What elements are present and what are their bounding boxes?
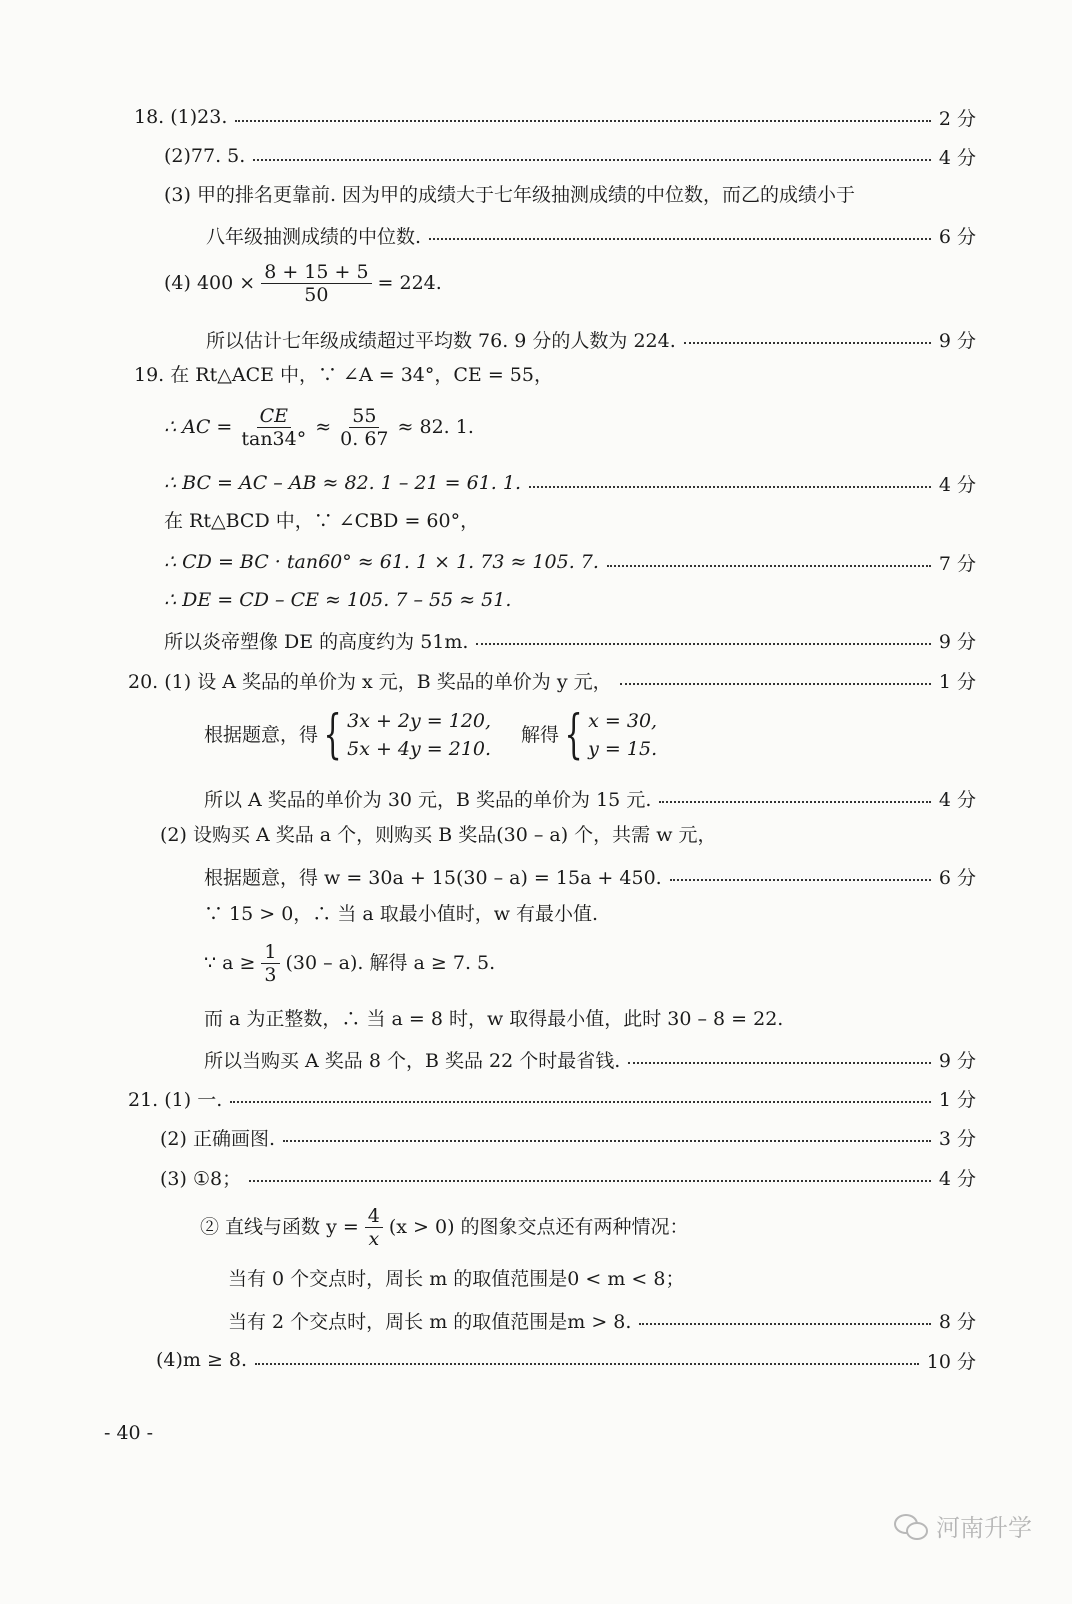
- q20-solve-label: 解得: [521, 724, 560, 746]
- fraction: [337, 405, 391, 450]
- leader-dots: [249, 1180, 931, 1182]
- q20-part2-line5: 而 a 为正整数，∴ 当 a = 8 时，w 取得最小值，此时 30 – 8 = 22.: [204, 1008, 784, 1030]
- q19-de-line: ∴ DE = CD – CE ≈ 105. 7 – 55 ≈ 51.: [164, 589, 512, 611]
- q18-part3-score: 6 分: [938, 225, 976, 248]
- q20-part2-score-final: 9 分: [938, 1049, 976, 1072]
- leader-dots: [255, 1363, 919, 1365]
- leader-dots: [476, 643, 930, 645]
- q19-conclusion-row: [164, 627, 976, 653]
- denominator: 50: [304, 283, 329, 306]
- q20-part1-conclusion-row: [204, 785, 976, 811]
- leader-dots: [620, 683, 931, 685]
- q21-part2-row: [160, 1124, 976, 1150]
- q20-system-line: [204, 704, 657, 766]
- leader-dots: [235, 120, 930, 122]
- leader-dots: [684, 342, 931, 344]
- leader-dots: [230, 1101, 931, 1103]
- q20-system-prefix: 根据题意，得: [204, 724, 319, 746]
- leader-dots: [659, 801, 931, 803]
- q18-part3-row: [206, 222, 976, 248]
- leader-dots: [639, 1323, 930, 1325]
- denominator: x: [368, 1227, 380, 1250]
- q21-case2-text: 当有 2 个交点时，周长 m 的取值范围是m > 8.: [228, 1310, 632, 1333]
- q20-part1-text: 20. (1) 设 A 奖品的单价为 x 元，B 奖品的单价为 y 元，: [128, 670, 612, 693]
- q21-part2-text: (2) 正确画图.: [160, 1127, 275, 1150]
- q20-part2-conclusion-row: [204, 1046, 976, 1072]
- q19-cd-text: ∴ CD = BC · tan60° ≈ 61. 1 × 1. 73 ≈ 105. 7.: [164, 551, 599, 573]
- equation-system: [318, 707, 491, 763]
- numerator: 8 + 15 + 5: [261, 261, 371, 284]
- watermark: [894, 1508, 1032, 1543]
- denominator: 3: [264, 963, 277, 986]
- q18-part4-formula: [164, 258, 442, 308]
- denominator: tan34°: [241, 427, 307, 450]
- q21-case2-score: 8 分: [938, 1310, 976, 1333]
- q19-conclusion-score: 9 分: [938, 630, 976, 653]
- q18-part2-text: (2)77. 5.: [164, 145, 246, 167]
- leader-dots: [670, 879, 931, 881]
- approx-sign: ≈: [315, 416, 332, 438]
- q21-case2-row: [228, 1307, 976, 1333]
- fraction: [365, 1205, 383, 1250]
- q20-part1-score: 1 分: [938, 670, 976, 693]
- q19-cd-score: 7 分: [938, 552, 976, 575]
- q21-part3-score: 4 分: [938, 1167, 976, 1190]
- q21-function-prefix: ② 直线与函数 y =: [200, 1216, 359, 1238]
- q20-part2-row: [204, 863, 976, 889]
- q19-ac-prefix: ∴ AC =: [164, 416, 233, 438]
- q20-part1-conclusion-score: 4 分: [938, 788, 976, 811]
- q18-part2-row: [164, 143, 976, 169]
- q19-cd-row: [164, 549, 976, 575]
- q20-ineq-result: (30 – a). 解得 a ≥ 7. 5.: [285, 952, 496, 974]
- q19-formula-ac: [164, 402, 474, 452]
- equation-2: 5x + 4y = 210.: [347, 738, 492, 760]
- q19-line1: 19. 在 Rt△ACE 中，∵ ∠A = 34°，CE = 55，: [134, 364, 553, 386]
- q18-part1-text: 18. (1)23.: [134, 106, 228, 128]
- fraction: [261, 261, 371, 306]
- numerator: 55: [349, 405, 379, 428]
- q19-ac-result: ≈ 82. 1.: [397, 416, 474, 438]
- q18-part4-row: [206, 326, 976, 352]
- q21-function-suffix: (x > 0) 的图象交点还有两种情况：: [388, 1216, 689, 1238]
- q21-function-line: [200, 1202, 689, 1252]
- q21-part1-text: 21. (1) 一.: [128, 1088, 223, 1111]
- q18-part3-text: 八年级抽测成绩的中位数.: [206, 225, 422, 248]
- q20-part1-row: [128, 667, 976, 693]
- brace-icon: {: [323, 705, 342, 765]
- fraction: [238, 405, 309, 450]
- q20-part2-conclusion: 所以当购买 A 奖品 8 个，B 奖品 22 个时最省钱.: [204, 1049, 621, 1072]
- q19-line4: 在 Rt△BCD 中，∵ ∠CBD = 60°，: [164, 510, 480, 532]
- q19-conclusion-text: 所以炎帝塑像 DE 的高度约为 51m.: [164, 630, 469, 653]
- watermark-text: 河南升学: [936, 1514, 1032, 1542]
- q19-bc-text: ∴ BC = AC – AB ≈ 82. 1 – 21 = 61. 1.: [164, 472, 521, 494]
- q18-part4-result: = 224.: [377, 272, 442, 294]
- brace-icon: {: [564, 705, 583, 765]
- leader-dots: [529, 486, 931, 488]
- q21-part4-text: (4)m ≥ 8.: [156, 1349, 248, 1371]
- q20-part2-line1: (2) 设购买 A 奖品 a 个，则购买 B 奖品(30 – a) 个，共需 w 元，: [160, 824, 717, 846]
- q20-part1-conclusion: 所以 A 奖品的单价为 30 元，B 奖品的单价为 15 元.: [204, 788, 652, 811]
- leader-dots: [429, 238, 931, 240]
- q20-inequality-line: [204, 938, 495, 988]
- q20-part2-score: 6 分: [938, 866, 976, 889]
- q18-part4-conclusion: 所以估计七年级成绩超过平均数 76. 9 分的人数为 224.: [206, 329, 676, 352]
- leader-dots: [283, 1140, 931, 1142]
- denominator: 0. 67: [340, 427, 389, 450]
- q21-part3-text: (3) ①8；: [160, 1167, 242, 1190]
- q21-part1-score: 1 分: [938, 1088, 976, 1111]
- q21-part1-row: [128, 1085, 976, 1111]
- numerator: CE: [257, 405, 291, 428]
- q18-part4-prefix: (4) 400 ×: [164, 272, 256, 294]
- numerator: 4: [365, 1205, 383, 1228]
- q21-part3-row: [160, 1164, 976, 1190]
- solution-system: [559, 707, 657, 763]
- q21-part2-score: 3 分: [938, 1127, 976, 1150]
- equation-1: 3x + 2y = 120,: [347, 710, 492, 732]
- q20-ineq-prefix: ∵ a ≥: [204, 952, 256, 974]
- leader-dots: [628, 1062, 931, 1064]
- solution-1: x = 30,: [588, 710, 658, 732]
- q20-part2-text: 根据题意，得 w = 30a + 15(30 – a) = 15a + 450.: [204, 866, 662, 889]
- solution-2: y = 15.: [588, 738, 658, 760]
- q20-part2-line3: ∵ 15 > 0，∴ 当 a 取最小值时，w 有最小值.: [204, 903, 599, 925]
- q18-part2-score: 4 分: [938, 146, 976, 169]
- q19-bc-row: [164, 470, 976, 496]
- chat-bubble-icon: [894, 1512, 928, 1540]
- q21-part4-row: [156, 1347, 976, 1373]
- leader-dots: [607, 565, 931, 567]
- fraction: [261, 941, 279, 986]
- leader-dots: [253, 159, 931, 161]
- q18-part1-row: [134, 104, 976, 130]
- q21-case0-line: 当有 0 个交点时，周长 m 的取值范围是0 < m < 8；: [228, 1268, 685, 1290]
- q18-part3-line1: (3) 甲的排名更靠前. 因为甲的成绩大于七年级抽测成绩的中位数，而乙的成绩小于: [164, 184, 856, 206]
- page-number: - 40 -: [104, 1422, 154, 1444]
- q19-bc-score: 4 分: [938, 473, 976, 496]
- q21-part4-score: 10 分: [926, 1350, 976, 1373]
- numerator: 1: [261, 941, 279, 964]
- q18-part1-score: 2 分: [938, 107, 976, 130]
- q18-part4-score: 9 分: [938, 329, 976, 352]
